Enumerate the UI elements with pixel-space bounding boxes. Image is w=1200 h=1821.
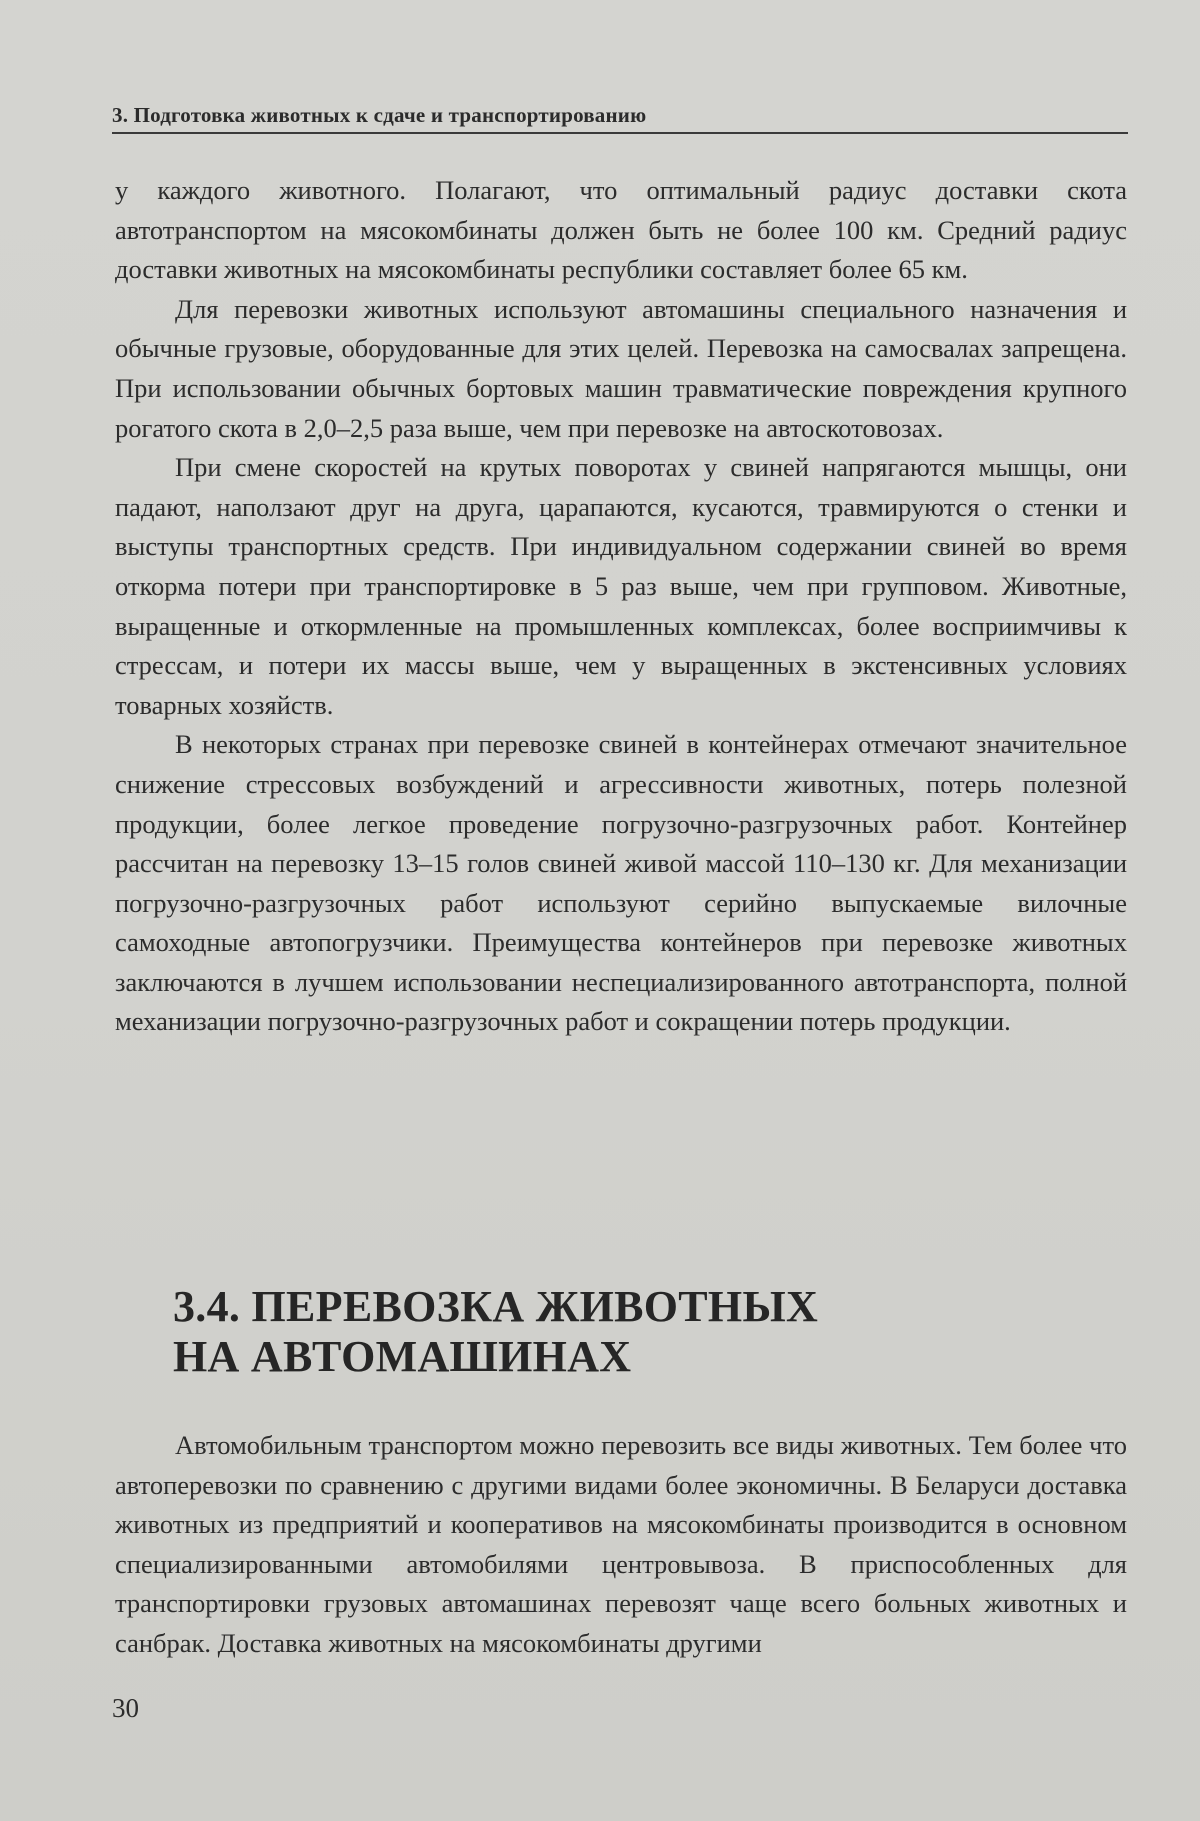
running-header: 3. Подготовка животных к сдаче и транспортированию <box>112 103 647 127</box>
body-text-top <box>115 171 1127 1042</box>
page-number: 30 <box>112 1693 139 1723</box>
header-rule <box>112 132 1128 134</box>
body-text-bottom <box>115 1426 1127 1664</box>
section-heading-line-1: 3.4. ПЕРЕВОЗКА ЖИВОТНЫХ <box>173 1282 819 1331</box>
section-heading <box>173 1282 1073 1382</box>
paragraph: Для перевозки животных используют автомашины специального назначения и обычные грузовые, оборудованные для этих целей. Перевозка на самосвалах запрещена. При использовании обычных бортовых машин травматические повреждения крупного рогатого скота в 2,0–2,5 раза выше, чем при перевозке на автоскотовозах. <box>115 293 1127 443</box>
paragraph: Автомобильным транспортом можно перевозить все виды животных. Тем более что автоперевозки по сравнению с другими видами более экономичны. В Беларуси доставка животных из предприятий и кооперативов на мясокомбинаты производится в основном специализированными автомобилями центровывоза. В приспособленных для транспортировки грузовых автомашинах перевозят чаще всего больных животных и санбрак. Доставка животных на мясокомбинаты другими <box>115 1430 1127 1658</box>
paragraph: у каждого животного. Полагают, что оптимальный радиус доставки скота автотранспортом на мясокомбинаты должен быть не более 100 км. Средний радиус доставки животных на мясокомбинаты республики составляет более 65 км. <box>115 175 1127 285</box>
paragraph: При смене скоростей на крутых поворотах у свиней напрягаются мышцы, они падают, наползают друг на друга, царапаются, кусаются, травмируются о стенки и выступы транспортных средств. При индивидуальном содержании свиней во время откорма потери при транспортировке в 5 раз выше, чем при групповом. Животные, выращенные и откормленные на промышленных комплексах, более восприимчивы к стрессам, и потери их массы выше, чем у выращенных в экстенсивных условиях товарных хозяйств. <box>115 452 1127 720</box>
section-heading-line-2: НА АВТОМАШИНАХ <box>173 1332 632 1381</box>
paragraph: В некоторых странах при перевозке свиней в контейнерах отмечают значительное снижение стрессовых возбуждений и агрессивности животных, потерь полезной продукции, более легкое проведение погрузочно-разгрузочных работ. Контейнер рассчитан на перевозку 13–15 голов свиней живой массой 110–130 кг. Для механизации погрузочно-разгрузочных работ используют серийно выпускаемые вилочные самоходные автопогрузчики. Преимущества контейнеров при перевозке животных заключаются в лучшем использовании неспециализированного автотранспорта, полной механизации погрузочно-разгрузочных работ и сокращении потерь продукции. <box>115 729 1127 1037</box>
